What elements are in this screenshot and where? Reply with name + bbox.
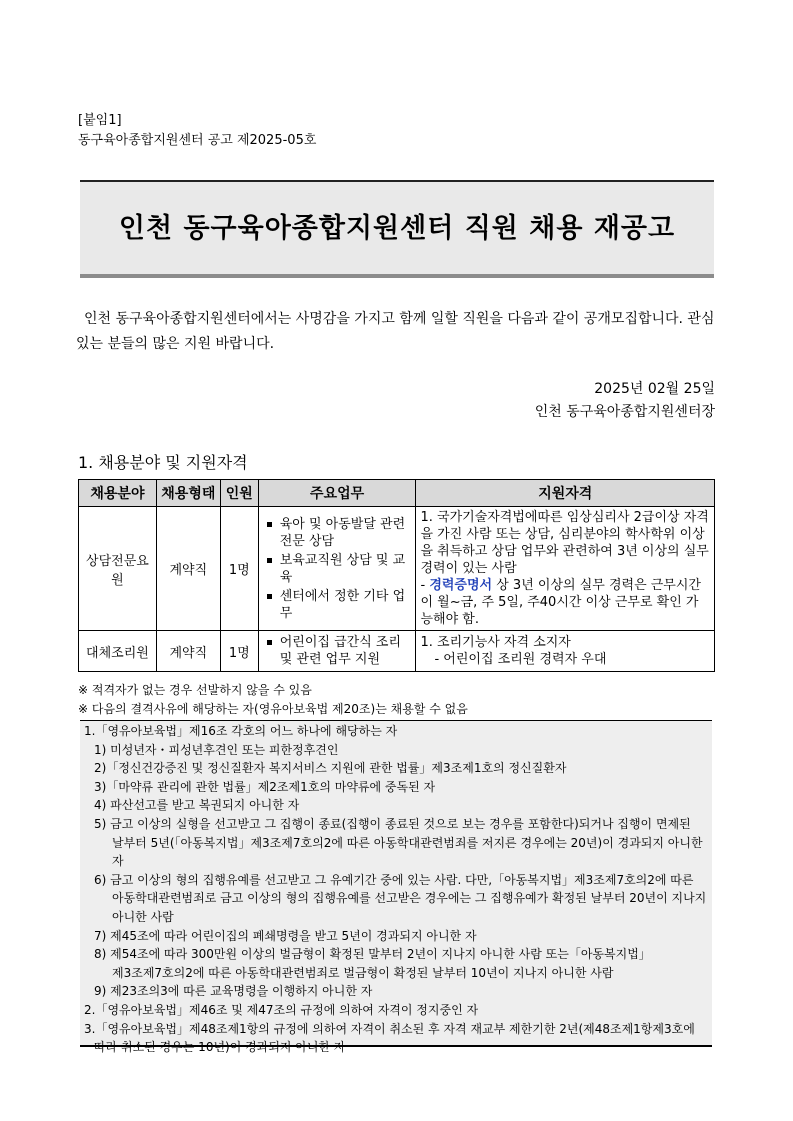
disq-subitem: 2)「정신건강증진 및 정신질환자 복지서비스 지원에 관한 법률」제3조제1호의 정신질환자 [94, 761, 567, 776]
disq-subitem-cont: 날부터 5년(「아동복지법」제3조제7호의2에 따른 아동학대관련범죄를 저지른 경우에는 20년)이 경과되지 아니한 자 [112, 835, 703, 869]
disq-subitem: 3)「마약류 관리에 관한 법률」제2조제1호의 마약류에 중독된 자 [94, 779, 436, 794]
header-qualification: 지원자격 [416, 480, 715, 507]
cell-type: 계약직 [156, 507, 220, 631]
qualification-sub: - 어린이집 조리원 경력자 우대 [434, 652, 607, 667]
duty-item: 어린이집 급간식 조리 및 관련 업무 지원 [266, 634, 415, 668]
disq-subitem: 5) 금고 이상의 실형을 선고받고 그 집행이 종료(집행이 종료된 것으로 보는 경우를 포함한다)되거나 집행이 면제된 [94, 816, 691, 831]
cell-count: 1명 [220, 631, 258, 672]
issuer-name: 인천 동구육아종합지원센터장 [534, 404, 715, 420]
disq-subitem-cont: 아니한 사람 [112, 909, 174, 924]
duty-item: 센터에서 정한 기타 업무 [266, 588, 415, 622]
disq-subitem: 9) 제23조의3에 따른 교육명령을 이행하지 아니한 자 [94, 984, 373, 999]
intro-paragraph: 인천 동구육아종합지원센터에서는 사명감을 가지고 함께 일할 직원을 다음과 같이 공개모집합니다. 관심 있는 분들의 많은 지원 바랍니다. [76, 311, 715, 352]
table-header-row [79, 480, 715, 507]
qualification-main: 1. 조리기능사 자격 소지자 [420, 635, 571, 650]
disq-subitem: 4) 파산선고를 받고 복권되지 아니한 자 [94, 798, 300, 813]
disq-subitem-cont: 제3조제7호의2에 따른 아동학대관련범죄로 벌금형이 확정된 날부터 10년이 지나지 아니한 사람 [112, 965, 614, 980]
duty-item: 육아 및 아동발달 관련 전문 상담 [266, 516, 415, 550]
table-row [79, 507, 715, 631]
note-no-candidate: ※ 적격자가 없는 경우 선발하지 않을 수 있음 [78, 683, 312, 697]
disq-item-cont: 따라 취소된 경우는 10년)이 경과되지 아니한 자 [94, 1040, 346, 1055]
attachment-label: [붙임1] [78, 113, 122, 128]
cell-qualification [416, 631, 715, 672]
announcement-date: 2025년 02월 25일 [594, 381, 715, 397]
disq-subitem: 7) 제45조에 따라 어린이집의 폐쇄명령을 받고 5년이 경과되지 아니한 자 [94, 928, 477, 943]
cell-field: 상담전문요원 [79, 507, 157, 631]
cell-duties [258, 507, 416, 631]
disq-subitem: 8) 제54조에 따라 300만원 이상의 벌금형이 확정된 말부터 2년이 지나지 아니한 사람 또는「아동복지법」 [94, 947, 651, 962]
qualification-main: 1. 국가기술자격법에따른 임상심리사 2급이상 자격을 가진 사람 또는 상담, 심리분야의 학사학위 이상을 취득하고 상담 업무와 관련하여 3년 이상의 실무 경력이 있는 사람 [420, 510, 709, 576]
announcement-number: 동구육아종합지원센터 공고 제2025-05호 [78, 133, 317, 148]
cell-count: 1명 [220, 507, 258, 631]
disqualification-box [80, 720, 712, 1055]
disq-subitem: 1) 미성년자・피성년후견인 또는 피한정후견인 [94, 742, 339, 757]
disq-item: 2.「영유아보육법」제46조 및 제47조의 규정에 의하여 자격이 정지중인 자 [84, 1002, 479, 1017]
cell-type: 계약직 [156, 631, 220, 672]
title-box [80, 180, 714, 278]
disq-subitem: 6) 금고 이상의 형의 집행유예를 선고받고 그 유예기간 중에 있는 사람. 다만,「아동복지법」제3조제7호의2에 따른 [94, 872, 694, 887]
disq-item: 3.「영유아보육법」제48조제1항의 규정에 의하여 자격이 취소된 후 자격 재교부 제한기한 2년(제48조제1항제3호에 [84, 1021, 695, 1036]
section-title: 1. 채용분야 및 지원자격 [78, 453, 248, 472]
disq-item: 1.「영유아보육법」제16조 각호의 어느 하나에 해당하는 자 [84, 724, 398, 738]
duty-item: 보육교직원 상담 및 교육 [266, 552, 415, 586]
cell-qualification [416, 507, 715, 631]
recruitment-table [78, 479, 715, 672]
header-count: 인원 [220, 480, 258, 507]
career-certificate-label: 경력증명서 [429, 578, 493, 593]
header-field: 채용분야 [79, 480, 157, 507]
note-disqualification: ※ 다음의 결격사유에 해당하는 자(영유아보육법 제20조)는 채용할 수 없음 [78, 702, 468, 716]
disq-subitem-cont: 아동학대관련범죄로 금고 이상의 형의 집행유예를 선고받은 경우에는 그 집행유예가 확정된 날부터 20년이 지나지 [112, 891, 707, 906]
table-row [79, 631, 715, 672]
cell-duties [258, 631, 416, 672]
page-title: 인천 동구육아종합지원센터 직원 채용 재공고 [118, 213, 676, 244]
cell-field: 대체조리원 [79, 631, 157, 672]
qualification-note: - 경력증명서 상 3년 이상의 실무 경력은 근무시간이 월~금, 주 5일, 주40시간 이상 근무로 확인 가능해야 함. [420, 578, 701, 627]
header-duties: 주요업무 [258, 480, 416, 507]
header-type: 채용형태 [156, 480, 220, 507]
